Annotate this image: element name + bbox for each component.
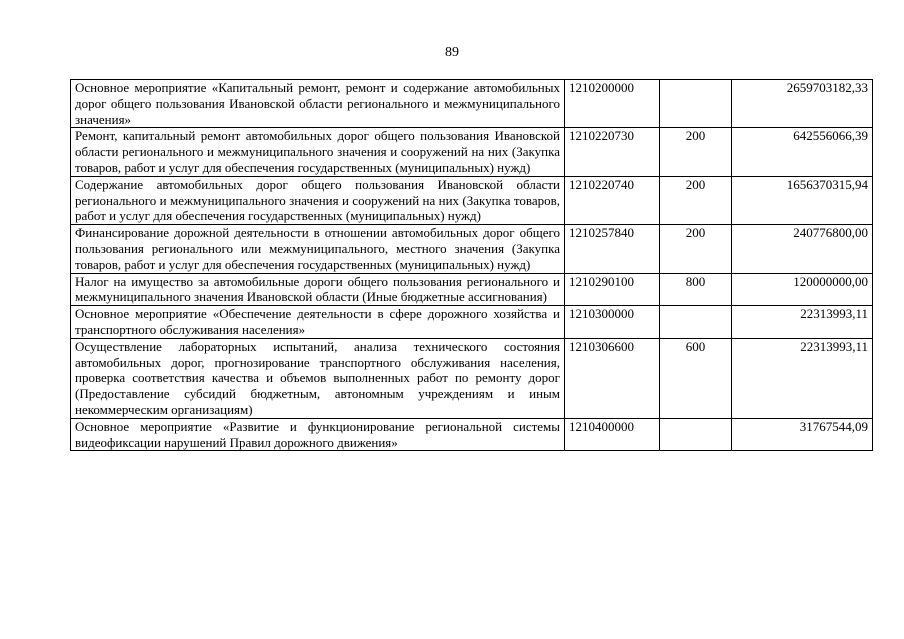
budget-table <box>70 79 873 451</box>
row-amount-cell: 642556066,39 <box>732 128 873 176</box>
table-row <box>71 273 873 306</box>
row-amount-cell: 240776800,00 <box>732 225 873 273</box>
row-name-cell: Основное мероприятие «Обеспечение деятельности в сфере дорожного хозяйства и транспортного обслуживания населения» <box>71 306 565 339</box>
row-expense-type-cell <box>660 306 732 339</box>
table-row <box>71 176 873 224</box>
table-row <box>71 80 873 128</box>
row-target-code-cell: 1210400000 <box>565 418 660 451</box>
row-name-cell: Содержание автомобильных дорог общего пользования Ивановской области регионального и межмуниципального значения и сооружений на них (Закупка товаров, работ и услуг для обеспечения государственных (муниципальных) нужд) <box>71 176 565 224</box>
row-name-cell: Основное мероприятие «Развитие и функционирование региональной системы видеофиксации нарушений Правил дорожного движения» <box>71 418 565 451</box>
row-target-code-cell: 1210290100 <box>565 273 660 306</box>
row-name-cell: Осуществление лабораторных испытаний, анализа технического состояния автомобильных дорог, прогнозирование транспортного обслуживания населения, проверка соответствия качества и объемов выполненных работ по ремонту дорог (Предоставление субсидий бюджетным, автономным учреждениям и иным некоммерческим организациям) <box>71 338 565 418</box>
row-target-code-cell: 1210300000 <box>565 306 660 339</box>
row-expense-type-cell <box>660 80 732 128</box>
row-target-code-cell: 1210220740 <box>565 176 660 224</box>
row-name-cell: Основное мероприятие «Капитальный ремонт, ремонт и содержание автомобильных дорог общего пользования Ивановской области регионального и межмуниципального значения» <box>71 80 565 128</box>
row-expense-type-cell: 600 <box>660 338 732 418</box>
row-name-cell: Ремонт, капитальный ремонт автомобильных дорог общего пользования Ивановской области регионального и межмуниципального значения и сооружений на них (Закупка товаров, работ и услуг для обеспечения государственных (муниципальных) нужд) <box>71 128 565 176</box>
row-name-cell: Налог на имущество за автомобильные дороги общего пользования регионального и межмуниципального значения Ивановской области (Иные бюджетные ассигнования) <box>71 273 565 306</box>
table-row <box>71 128 873 176</box>
row-target-code-cell: 1210220730 <box>565 128 660 176</box>
row-expense-type-cell: 200 <box>660 225 732 273</box>
row-amount-cell: 22313993,11 <box>732 338 873 418</box>
row-target-code-cell: 1210200000 <box>565 80 660 128</box>
row-expense-type-cell: 800 <box>660 273 732 306</box>
row-expense-type-cell: 200 <box>660 128 732 176</box>
table-row <box>71 338 873 418</box>
row-amount-cell: 31767544,09 <box>732 418 873 451</box>
row-target-code-cell: 1210306600 <box>565 338 660 418</box>
page-number: 89 <box>445 45 459 60</box>
row-amount-cell: 2659703182,33 <box>732 80 873 128</box>
row-amount-cell: 22313993,11 <box>732 306 873 339</box>
row-amount-cell: 120000000,00 <box>732 273 873 306</box>
row-name-cell: Финансирование дорожной деятельности в отношении автомобильных дорог общего пользования регионального или межмуниципального, местного значения (Закупка товаров, работ и услуг для обеспечения государственных (муниципальных) нужд) <box>71 225 565 273</box>
row-expense-type-cell <box>660 418 732 451</box>
table-row <box>71 418 873 451</box>
table-row <box>71 225 873 273</box>
table-row <box>71 306 873 339</box>
row-expense-type-cell: 200 <box>660 176 732 224</box>
row-target-code-cell: 1210257840 <box>565 225 660 273</box>
row-amount-cell: 1656370315,94 <box>732 176 873 224</box>
